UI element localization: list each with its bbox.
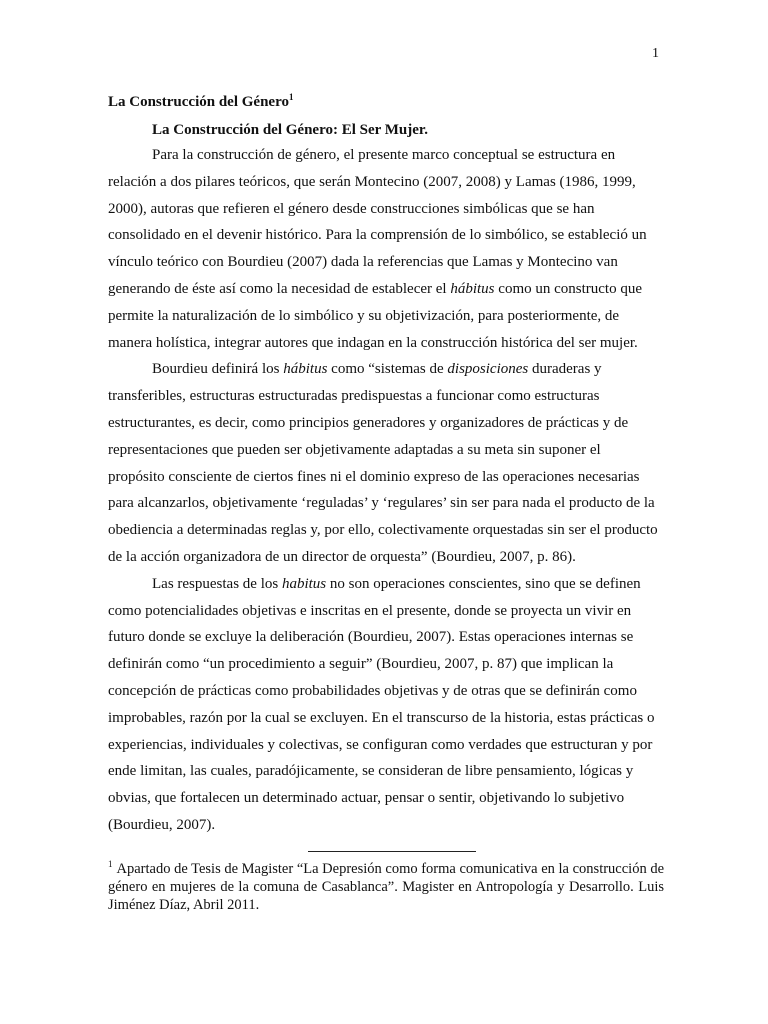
text-run: como un constructo que permite la naturalización de lo simbólico y su objetivización, para posteriormente, de manera holística, integrar autores que indagan en la construcción histórica del ser mujer. xyxy=(108,280,642,351)
footnote-text: Apartado de Tesis de Magister “La Depresión como forma comunicativa en la construcción de género en mujeres de la comuna de Casablanca”. Magister en Antropología y Desarrollo. Luis Jiménez Díaz, Abril 2011. xyxy=(108,861,665,913)
text-run: duraderas y transferibles, estructuras estructuradas predispuestas a funcionar como estructuras estructurantes, es decir, como principios generadores y organizadores de prácticas y de representaciones que pueden ser objetivamente adaptadas a su meta sin suponer el propósito consciente de ciertos fines ni el dominio expreso de las operaciones necesarias para alcanzarlos, objetivamente ‘reguladas’ y ‘regulares’ sin ser para nada el producto de la obediencia a determinadas reglas y, por ello, colectivamente orquestadas sin ser el producto de la acción organizadora de un director de orquesta” (Bourdieu, 2007, p. 86). xyxy=(108,361,658,565)
text-run: como “sistemas de xyxy=(327,361,448,378)
italic-term: habitus xyxy=(281,575,327,592)
paragraph-1 xyxy=(108,142,660,356)
title-text: La Construcción del Género xyxy=(108,94,289,110)
title-footnote-ref: 1 xyxy=(288,92,294,102)
text-run: no son operaciones conscientes, sino que se definen como potencialidades objetivas e inscritas en el presente, donde se proyecta un vivir en futuro donde se excluye la deliberación (Bourdieu, 2007). Estas operaciones internas se definirán como “un procedimiento a seguir” (Bourdieu, 2007, p. 87) que implican la concepción de prácticas como probabilidades objetivas y de otras que se definirán como improbables, razón por la cual se excluyen. En el transcurso de la historia, estas prácticas o experiencias, individuales y colectivas, se configuran como verdades que estructuran y por ende limitan, las cuales, paradójicamente, se consideran de libre pensamiento, lógicas y obvias, que fortalecen un determinado actuar, pensar o sentir, objetivando lo subjetivo (Bourdieu, 2007). xyxy=(108,575,655,833)
italic-term: hábitus xyxy=(283,361,328,378)
section-subtitle: La Construcción del Género: El Ser Mujer. xyxy=(152,122,428,138)
paragraph-3 xyxy=(108,571,660,839)
text-run: Las respuestas de los xyxy=(152,575,282,592)
document-title xyxy=(108,90,660,114)
footnote-marker: 1 xyxy=(108,859,113,870)
document-body xyxy=(108,90,660,839)
italic-term: hábitus xyxy=(450,280,495,297)
italic-term: disposiciones xyxy=(447,361,529,378)
footnote-separator xyxy=(308,851,476,852)
page-number: 1 xyxy=(652,46,659,61)
footnote xyxy=(108,860,664,914)
text-run: Para la construcción de género, el presente marco conceptual se estructura en relación a dos pilares teóricos, que serán Montecino (2007, 2008) y Lamas (1986, 1999, 2000), autoras que refieren el género desde construcciones simbólicas que se han consolidado en el devenir histórico. Para la comprensión de lo simbólico, se estableció un vínculo teórico con Bourdieu (2007) dada la referencias que Lamas y Montecino van generando de éste así como la necesidad de establecer el xyxy=(108,147,647,297)
paragraph-2 xyxy=(108,356,660,570)
text-run: Bourdieu definirá los xyxy=(152,361,284,378)
